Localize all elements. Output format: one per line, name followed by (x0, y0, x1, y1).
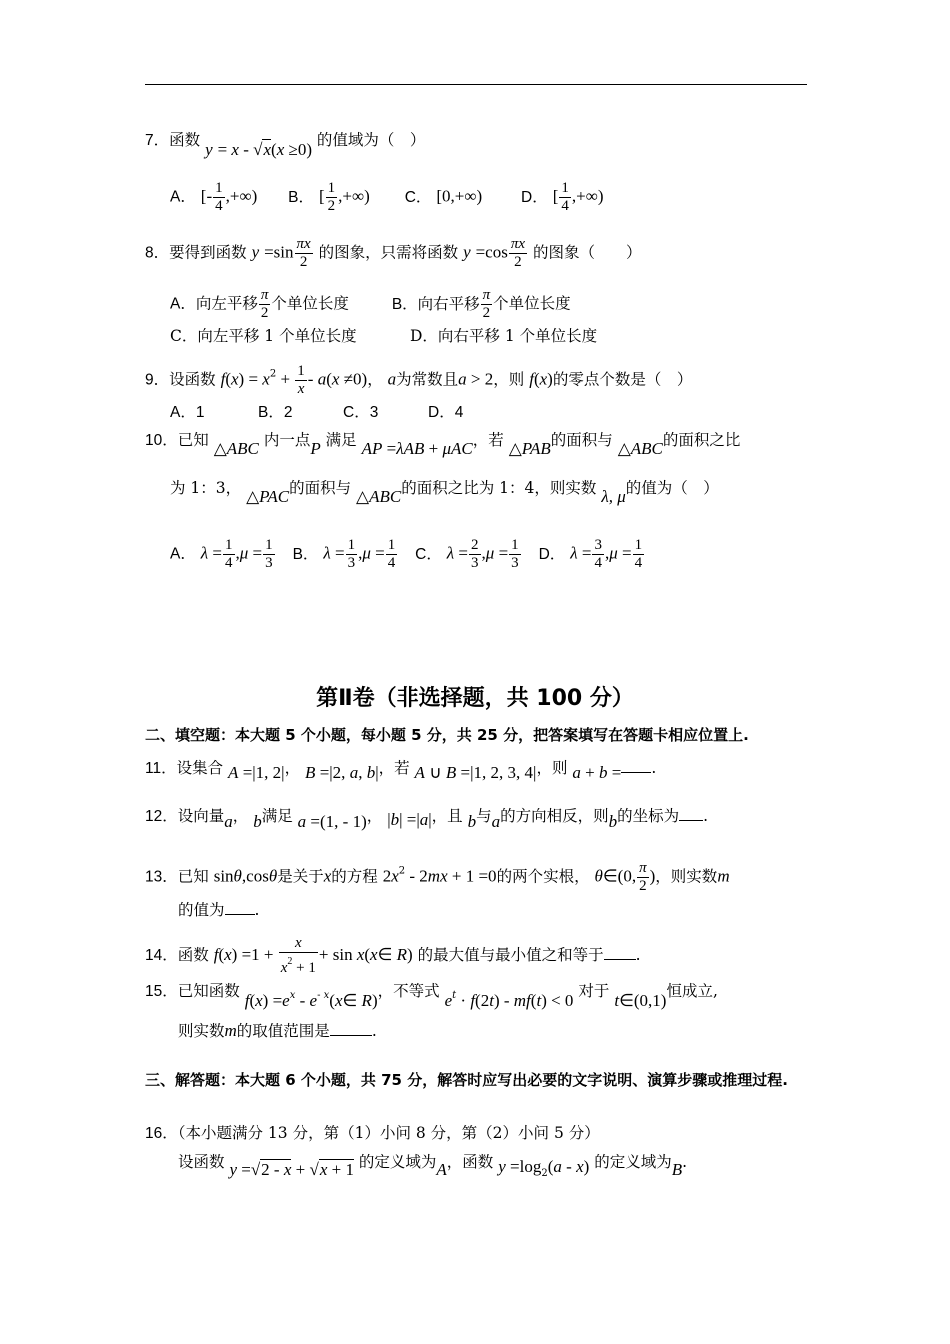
question-15-line-2: 则实数m的取值范围是 . (178, 1021, 377, 1040)
question-13: 13．已知 sinθ,cosθ是关于x的方程 $2x^2 - 2mx + 1 =0$的两个实根， θ∈(0, $\frac{\pi}{2}$ )，则实数m (145, 860, 730, 894)
question-13-line-2: 的值为 . (178, 901, 260, 919)
question-8-option-c: C．向左平移 1 个单位长度 (170, 327, 357, 345)
question-11: 11．设集合 A =|1, 2|， B =|2, a, b|，若 A ∪ B =|1, 2, 3, 4|，则 a + b = . (145, 759, 657, 782)
question-10-line-2: 为 1：3， △PAC的面积与 △ABC的面积之比为 1：4，则实数 λ, μ的值为（ ） (170, 479, 719, 506)
question-10-options: A． λ = $\frac{1}{4}$ ,μ = $\frac{1}{3}$ B． λ = $\frac{1}{3}$ ,μ = $\frac{1}{4}$ C． λ = $\frac{2}{3}$ ,μ = $\frac{1}{3}$ D． λ = $\frac{3}{4}$ ,μ = $\frac{1}{4}$ (170, 537, 643, 571)
question-12: 12．设向量a， b满足 a =(1, - 1)， |b| =|a|，且 b与a的方向相反，则b的坐标为 . (145, 807, 709, 831)
question-8-options-ab: A．向左平移 $\frac{\pi}{2}$ 个单位长度 B．向右平移 $\frac{\pi}{2}$ 个单位长度 (170, 287, 571, 321)
section-2-title: 第Ⅱ卷（非选择题，共 100 分） (316, 686, 634, 711)
section-2-intro: 二、填空题：本大题 5 个小题，每小题 5 分，共 25 分，把答案填写在答题卡相应位置上. (145, 726, 749, 744)
question-16: 16．（本小题满分 13 分，第（1）小问 8 分，第（2）小问 5 分） (145, 1124, 600, 1142)
question-9-option-a: A．1 (170, 404, 205, 421)
question-8-option-d: D．向右平移 1 个单位长度 (410, 327, 598, 345)
question-7-options: A． [- $\frac{1}{4}$ ,+∞) B． [ $\frac{1}{2}$ ,+∞) C． [0,+∞) D． [ $\frac{1}{4}$ ,+∞) (170, 180, 604, 214)
question-10: 10．已知 △ABC 内一点P 满足 AP =λAB + μAC，若 △PAB的面积与 △ABC的面积之比 (145, 431, 741, 458)
top-rule (145, 84, 807, 85)
question-9-option-b: B．2 (258, 404, 293, 421)
question-9-option-d: D．4 (428, 404, 464, 421)
section-3-intro: 三、解答题：本大题 6 个小题，共 75 分，解答时应写出必要的文字说明、演算步骤或推理过程. (145, 1071, 788, 1089)
question-8: 8．要得到函数 y =sin $\frac{\pi x}{2}$ 的图象，只需将函数 y =cos $\frac{\pi x}{2}$ 的图象（ ） (145, 236, 642, 270)
question-14: 14．函数 f(x) =1 + $\frac{x}{x^2 + 1}$ + sin x(x∈ R) 的最大值与最小值之和等于 . (145, 935, 641, 976)
question-9: 9．设函数 $f(x) = x^2$ + $\frac{1}{x}$ - a(x ≠0)， a为常数且a > 2，则 f(x)的零点个数是（ ） (145, 363, 693, 397)
question-15: 15．已知函数 $f(x) =e^x$ - $e^{- x}(x\in$ R)，不等式 $e^t \cdot f(2t) - mf(t) < 0$ 对于 t∈(0,1)恒成立, (145, 982, 718, 1010)
question-16-line-2: 设函数 y =√2 - x + √x + 1 的定义域为A，函数 $y =\log_2(a - x)$ 的定义域为B. (178, 1153, 688, 1179)
question-9-option-c: C．3 (343, 404, 379, 421)
question-7: 7．函数 y = x - √x(x ≥0) 的值域为（ ） (145, 131, 426, 159)
